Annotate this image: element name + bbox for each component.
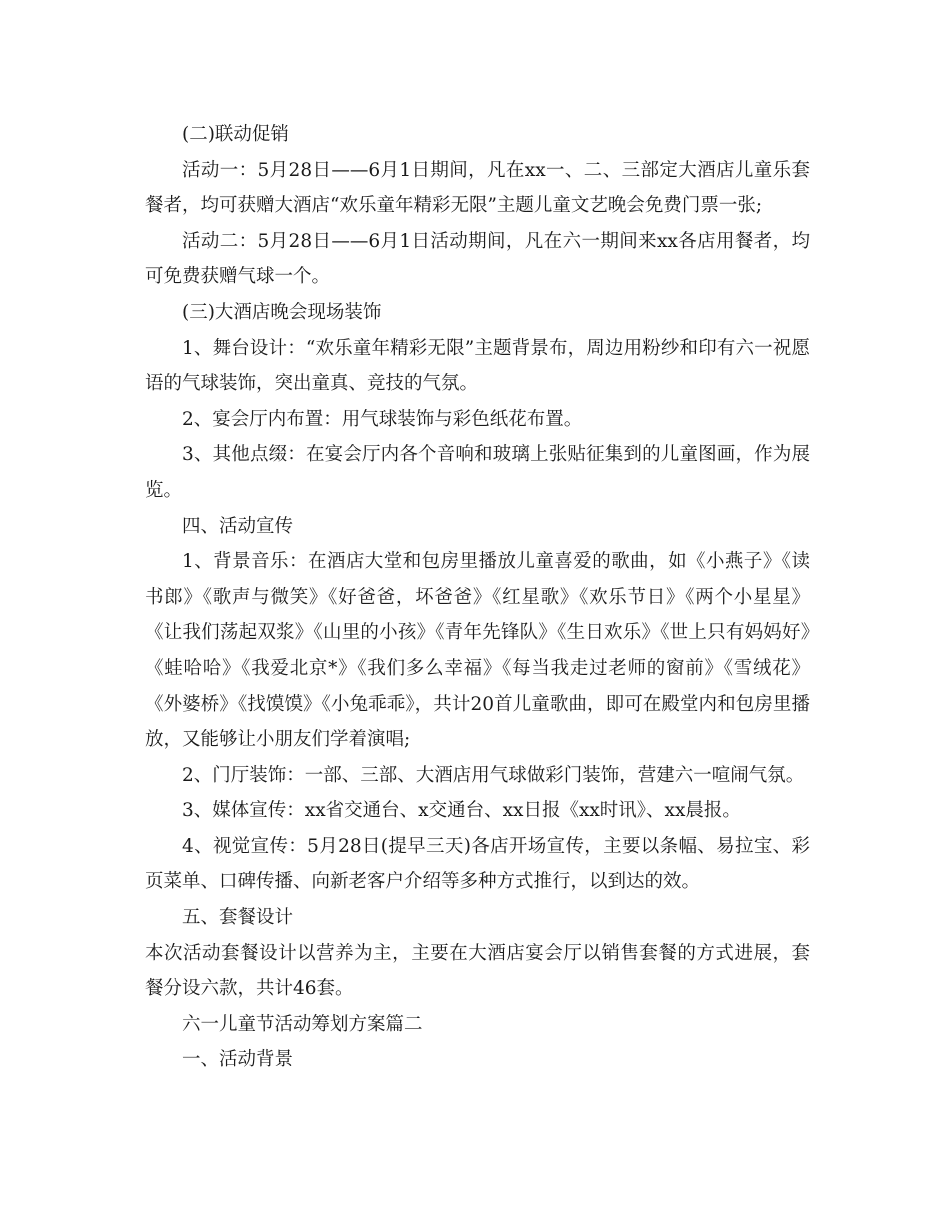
- body-paragraph: 活动二：5月28日——6月1日活动期间，凡在六一期间来xx各店用餐者，均可免费获赠气球一个。: [145, 230, 810, 288]
- section-heading: 一、活动背景: [182, 1049, 294, 1071]
- section-heading: (二)联动促销: [182, 124, 289, 145]
- body-paragraph: 本次活动套餐设计以营养为主，主要在大酒店宴会厅以销售套餐的方式进展，套餐分设六款，共计46套。: [145, 942, 810, 1000]
- body-paragraph: 2、宴会厅内布置：用气球装饰与彩色纸花布置。: [182, 408, 583, 430]
- body-paragraph: 2、门厅装饰：一部、三部、大酒店用气球做彩门装饰，营建六一喧闹气氛。: [182, 764, 805, 786]
- document-title: 六一儿童节活动筹划方案篇二: [182, 1013, 423, 1035]
- section-heading: 五、套餐设计: [182, 907, 294, 929]
- body-paragraph: 活动一：5月28日——6月1日期间，凡在xx一、二、三部定大酒店儿童乐套餐者，均可获赠大酒店“欢乐童年精彩无限”主题儿童文艺晚会免费门票一张;: [145, 159, 810, 217]
- section-heading: (三)大酒店晚会现场装饰: [182, 301, 382, 323]
- body-paragraph: 3、媒体宣传：xx省交通台、x交通台、xx日报《xx时讯》、xx晨报。: [182, 800, 741, 822]
- body-paragraph: 4、视觉宣传：5月28日(提早三天)各店开场宣传，主要以条幅、易拉宝、彩页菜单、口碑传播、向新老客户介绍等多种方式推行，以到达的效。: [145, 835, 810, 893]
- body-paragraph: 1、背景音乐：在酒店大堂和包房里播放儿童喜爱的歌曲，如《小燕子》《读书郎》《歌声与微笑》《好爸爸，坏爸爸》《红星歌》《欢乐节日》《两个小星星》《让我们荡起双浆》《山里的小孩》《青年先锋队》《生日欢乐》《世上只有妈妈好》《蛙哈哈》《我爱北京*》《我们多么幸福》《每当我走过老师的窗前》《雪绒花》《外婆桥》《找馍馍》《小兔乖乖》，共计20首儿童歌曲，即可在殿堂内和包房里播放，又能够让小朋友们学着演唱;: [145, 551, 810, 751]
- section-heading: 四、活动宣传: [182, 515, 294, 537]
- body-paragraph: 1、舞台设计：“欢乐童年精彩无限”主题背景布，周边用粉纱和印有六一祝愿语的气球装饰，突出童真、竞技的气氛。: [145, 337, 810, 395]
- body-paragraph: 3、其他点缀：在宴会厅内各个音响和玻璃上张贴征集到的儿童图画，作为展览。: [145, 444, 810, 501]
- document-body: [145, 117, 810, 1078]
